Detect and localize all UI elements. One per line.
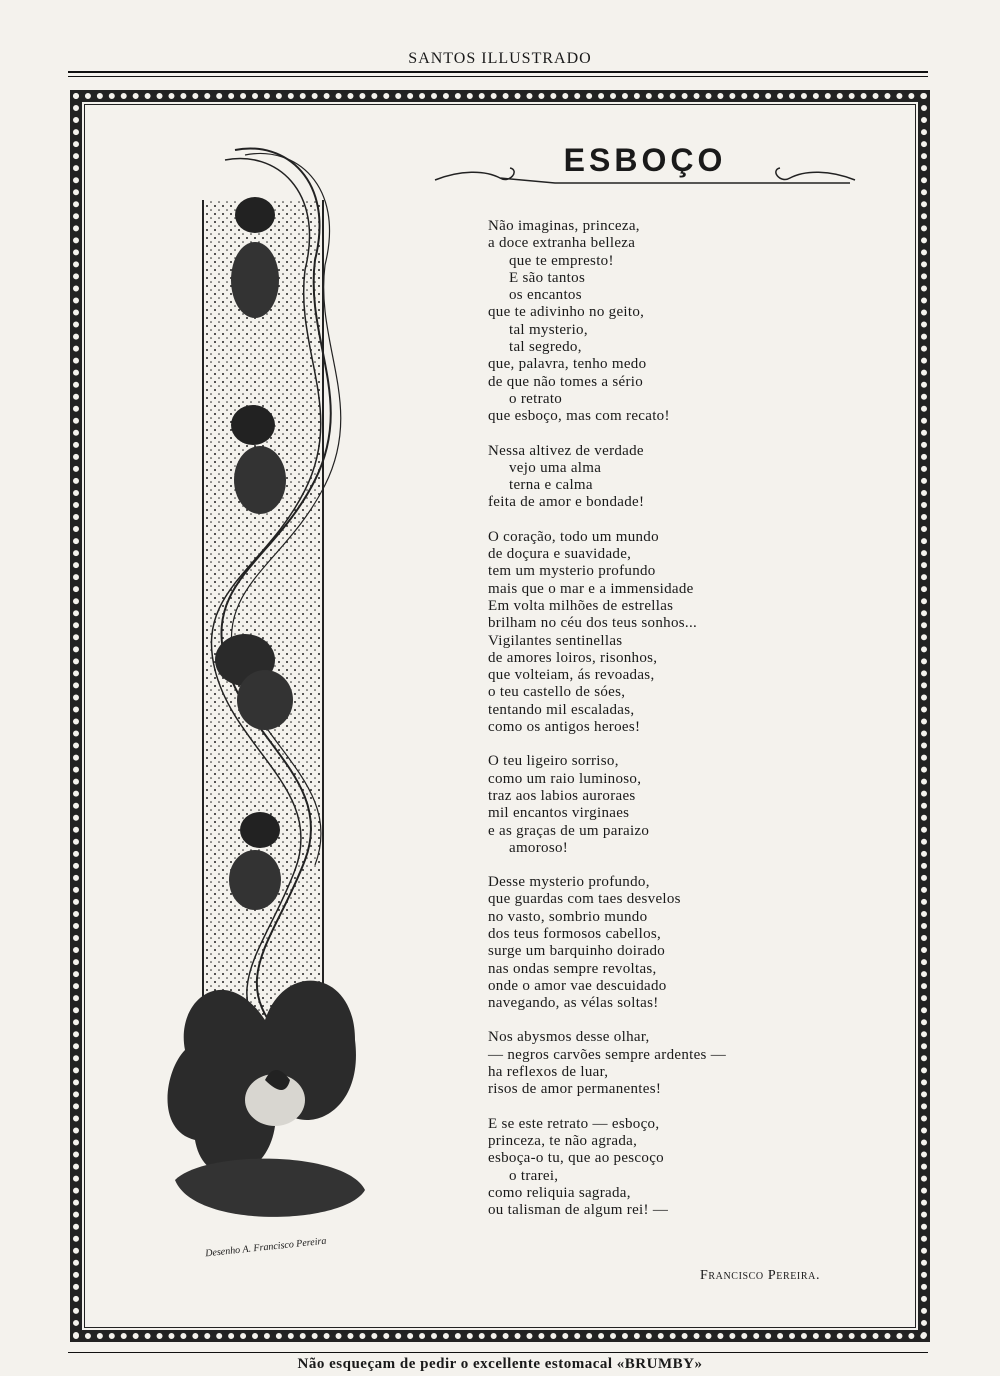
poem-stanza [488,1029,848,1098]
poem-line: no vasto, sombrio mundo [488,908,648,925]
poem-line: amoroso! [509,839,569,856]
poem-stanza [488,874,848,1012]
poem-line: como reliquia sagrada, [488,1184,631,1201]
poem-line: princeza, te não agrada, [488,1132,638,1149]
poem-line: a doce extranha belleza [488,235,636,252]
poem-author: Francisco Pereira. [700,1268,821,1283]
poem-line: que, palavra, tenho medo [488,356,647,373]
poem-line: que te empresto! [509,252,614,269]
poem-line: esboça-o tu, que ao pescoço [488,1150,664,1167]
poem-line: mil encantos virginaes [488,805,630,822]
poem-line: Nessa altivez de verdade [488,442,644,459]
poem-line: Não imaginas, princeza, [488,218,640,234]
header-rule [68,71,928,73]
masthead: SANTOS ILLUSTRADO [408,50,592,67]
footer-advertisement: Não esqueçam de pedir o excellente estomacal «BRUMBY» [297,1356,703,1372]
footer-rule [68,1352,928,1353]
poem-line: que esboço, mas com recato! [488,408,670,425]
poem-body [488,218,848,1236]
poem-line: ha reflexos de luar, [488,1064,609,1081]
poem-line: — negros carvões sempre ardentes — [488,1046,727,1063]
poem-line: como os antigos heroes! [488,719,641,736]
poem-line: que guardas com taes desvelos [488,891,681,908]
poem-line: tal mysterio, [509,321,588,338]
poem-line: Nos abysmos desse olhar, [488,1029,650,1046]
poem-line: o trarei, [509,1167,559,1184]
poem-line: como um raio luminoso, [488,770,642,787]
poem-line: nas ondas sempre revoltas, [488,960,657,977]
poem-line: tentando mil escaladas, [488,701,635,718]
poem-stanza [488,1116,848,1220]
poem-line: mais que o mar e a immensidade [488,580,694,597]
poem-line: tal segredo, [509,339,582,356]
poem-line: O coração, todo um mundo [488,528,659,545]
poem-line: vejo uma alma [509,459,602,476]
poem-line: Vigilantes sentinellas [488,632,623,649]
poem-line: Desse mysterio profundo, [488,874,650,891]
poem-line: que te adivinho no geito, [488,304,645,321]
poem-line: tem um mysterio profundo [488,563,656,580]
poem-line: navegando, as vélas soltas! [488,995,659,1012]
poem-line: risos de amor permanentes! [488,1081,662,1098]
poem-line: E são tantos [509,269,586,286]
poem-line: ou talisman de algum rei! — [488,1202,669,1219]
poem-line: feita de amor e bondade! [488,494,645,511]
poem-line: e as graças de um paraizo [488,822,650,839]
poem-line: dos teus formosos cabellos, [488,925,662,942]
poem-stanza [488,218,848,426]
header-rule-thin [68,76,928,77]
poem-title-block [430,140,860,190]
cherub-illustration [165,140,375,1235]
poem-line: onde o amor vae descuidado [488,977,667,994]
poem-line: Em volta milhões de estrellas [488,597,674,614]
poem-line: traz aos labios auroraes [488,787,636,804]
poem-line: de doçura e suavidade, [488,546,632,563]
poem-line: E se este retrato — esboço, [488,1115,660,1132]
poem-stanza [488,529,848,737]
poem-line: os encantos [509,287,582,304]
poem-stanza [488,753,848,857]
poem-line: terna e calma [509,477,593,494]
poem-line: de amores loiros, risonhos, [488,649,658,666]
poem-line: brilham no céu dos teus sonhos... [488,615,698,632]
poem-title: ESBOÇO [563,142,727,178]
poem-line: o teu castello de sóes, [488,684,626,701]
poem-line: O teu ligeiro sorriso, [488,753,619,770]
poem-line: de que não tomes a sério [488,373,644,390]
poem-line: surge um barquinho doirado [488,943,666,960]
poem-line: o retrato [509,390,563,407]
illustration-signature: Desenho A. Francisco Pereira [204,1235,327,1260]
poem-line: que volteiam, ás revoadas, [488,667,655,684]
poem-stanza [488,443,848,512]
